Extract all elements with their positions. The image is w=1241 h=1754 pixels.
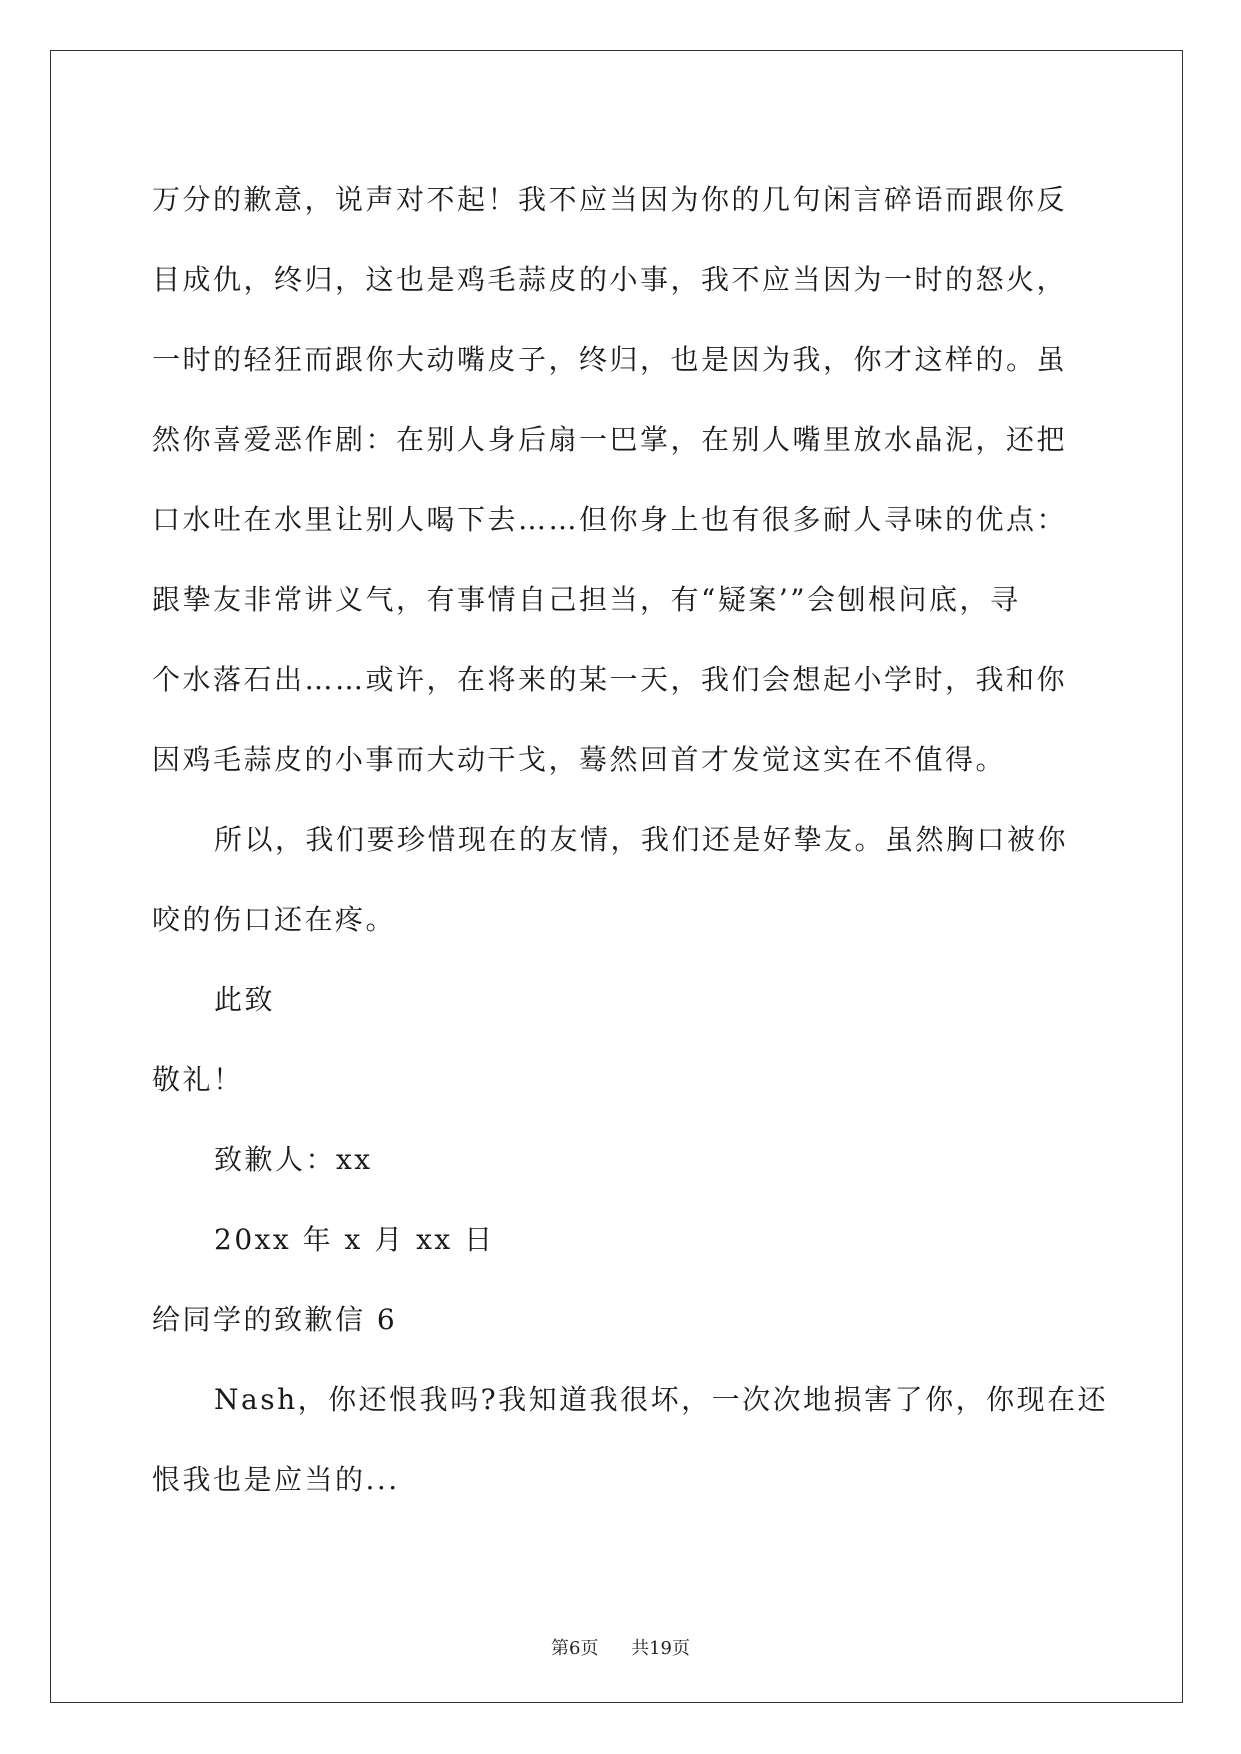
date-line: 20xx 年 x 月 xx 日	[214, 1223, 495, 1256]
closing-salutation: 此致	[214, 983, 276, 1016]
page-number: 第6页	[551, 1638, 599, 1659]
page-total: 共19页	[631, 1638, 690, 1659]
body-line-8: 因鸡毛蒜皮的小事而大动干戈，蓦然回首才发觉这实在不值得。	[152, 743, 1007, 776]
body-line-3: 一时的轻狂而跟你大动嘴皮子，终归，也是因为我，你才这样的。虽	[152, 343, 1068, 376]
body-line-7: 个水落石出……或许，在将来的某一天，我们会想起小学时，我和你	[152, 663, 1068, 696]
document-body	[152, 160, 1109, 1520]
body-line-4: 然你喜爱恶作剧：在别人身后扇一巴掌，在别人嘴里放水晶泥，还把	[152, 423, 1068, 456]
body-line-12: 恨我也是应当的...	[152, 1463, 400, 1496]
closing-respect: 敬礼！	[152, 1063, 244, 1096]
section-heading: 给同学的致歉信 6	[152, 1303, 398, 1336]
body-line-11: Nash，你还恨我吗?我知道我很坏，一次次地损害了你，你现在还	[214, 1383, 1109, 1416]
body-line-2: 目成仇，终归，这也是鸡毛蒜皮的小事，我不应当因为一时的怒火，	[152, 263, 1068, 296]
body-line-5: 口水吐在水里让别人喝下去……但你身上也有很多耐人寻味的优点：	[152, 503, 1068, 536]
page-footer	[0, 1634, 1241, 1660]
body-line-6: 跟挚友非常讲义气，有事情自己担当，有“疑案’”会刨根问底，寻	[152, 583, 1021, 616]
body-line-1: 万分的歉意，说声对不起！我不应当因为你的几句闲言碎语而跟你反	[152, 183, 1068, 216]
body-line-9: 所以，我们要珍惜现在的友情，我们还是好挚友。虽然胸口被你	[214, 823, 1069, 856]
signature-line: 致歉人：xx	[214, 1143, 373, 1176]
body-line-10: 咬的伤口还在疼。	[152, 903, 397, 936]
